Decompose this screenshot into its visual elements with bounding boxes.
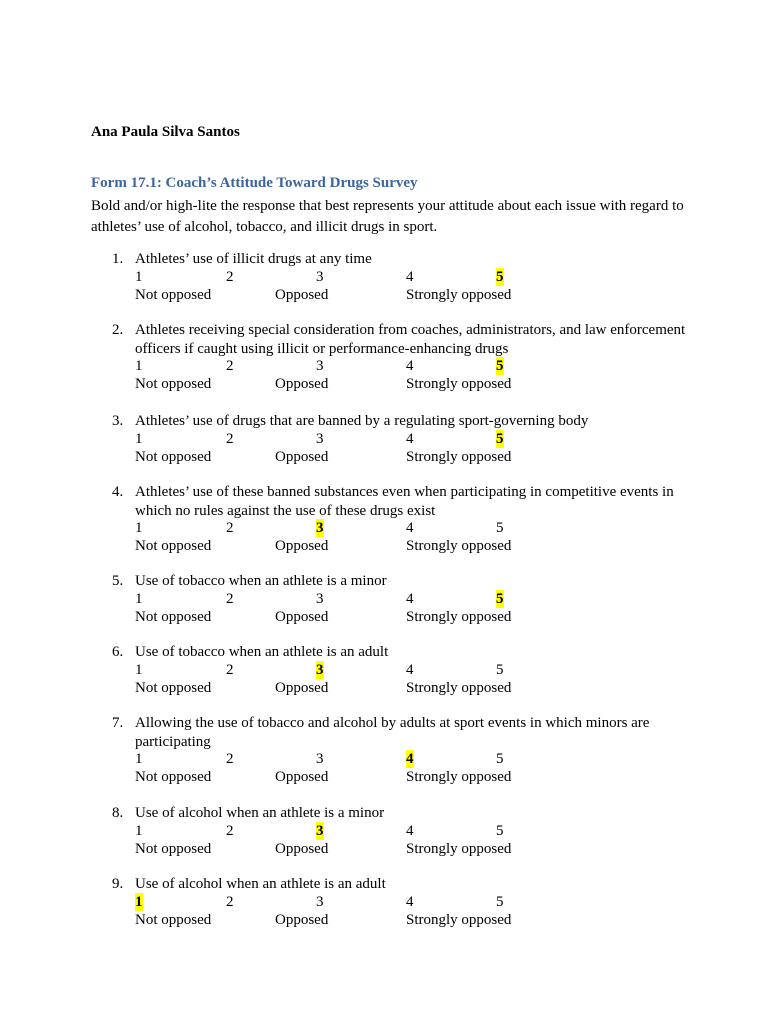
- label-opposed: Opposed: [275, 448, 329, 465]
- rating-scale: [0, 893, 768, 911]
- rating-labels: [0, 608, 768, 626]
- label-strongly-opposed: Strongly opposed: [406, 608, 512, 625]
- rating-scale: [0, 519, 768, 537]
- rating-labels: [0, 286, 768, 304]
- item-question: Use of tobacco when an athlete is an adult: [135, 644, 389, 660]
- rating-option-4[interactable]: 4: [406, 520, 414, 536]
- rating-option-4[interactable]: 4: [406, 893, 414, 910]
- rating-option-3[interactable]: 3: [316, 430, 324, 447]
- rating-option-5[interactable]: 5: [496, 268, 504, 285]
- item-question: Athletes’ use of drugs that are banned by a regulating sport-governing body: [135, 413, 589, 429]
- rating-labels: [0, 375, 768, 393]
- rating-scale: [0, 590, 768, 608]
- rating-scale: [0, 661, 768, 679]
- rating-option-4[interactable]: 4: [406, 430, 414, 447]
- label-opposed: Opposed: [275, 911, 329, 928]
- label-opposed: Opposed: [275, 608, 329, 625]
- rating-option-3[interactable]: 3: [316, 268, 324, 285]
- rating-option-5[interactable]: 5: [496, 590, 504, 607]
- rating-option-3[interactable]: 3: [316, 661, 324, 678]
- label-not-opposed: Not opposed: [135, 538, 212, 554]
- rating-option-1[interactable]: 1: [135, 661, 143, 678]
- item-number: 6.: [112, 644, 124, 660]
- rating-option-3[interactable]: 3: [316, 520, 324, 536]
- rating-option-1[interactable]: 1: [135, 893, 143, 910]
- rating-option-2[interactable]: 2: [226, 268, 234, 285]
- label-strongly-opposed: Strongly opposed: [406, 840, 512, 857]
- rating-labels: [0, 840, 768, 858]
- rating-option-5[interactable]: 5: [496, 520, 504, 536]
- rating-scale: [0, 268, 768, 286]
- rating-option-4[interactable]: 4: [406, 661, 414, 678]
- rating-option-2[interactable]: 2: [226, 751, 234, 767]
- label-strongly-opposed: Strongly opposed: [406, 679, 512, 696]
- form-title: Form 17.1: Coach’s Attitude Toward Drugs Survey: [91, 175, 418, 191]
- label-not-opposed: Not opposed: [135, 286, 212, 303]
- rating-option-1[interactable]: 1: [135, 268, 143, 285]
- rating-scale: [0, 822, 768, 840]
- rating-scale: [0, 430, 768, 448]
- rating-option-3[interactable]: 3: [316, 590, 324, 607]
- item-question: Athletes’ use of illicit drugs at any time: [135, 251, 372, 267]
- label-strongly-opposed: Strongly opposed: [406, 376, 512, 392]
- rating-option-2[interactable]: 2: [226, 520, 234, 536]
- rating-option-2[interactable]: 2: [226, 661, 234, 678]
- item-number: 4.: [112, 484, 124, 500]
- rating-option-2[interactable]: 2: [226, 430, 234, 447]
- rating-option-5[interactable]: 5: [496, 751, 504, 767]
- rating-option-3[interactable]: 3: [316, 751, 324, 767]
- instructions-text: Bold and/or high-lite the response that best represents your attitude about each issue with regard to athletes’ use of alcohol, tobacco, and illicit drugs in sport.: [91, 198, 684, 235]
- rating-option-3[interactable]: 3: [316, 358, 324, 374]
- item-number: 7.: [112, 715, 124, 731]
- rating-labels: [0, 679, 768, 697]
- item-question: Use of alcohol when an athlete is a minor: [135, 805, 385, 821]
- item-question: Athletes’ use of these banned substances even when participating in competitive events in which no rules against the use of these drugs exist: [135, 484, 674, 519]
- rating-labels: [0, 537, 768, 555]
- label-not-opposed: Not opposed: [135, 911, 212, 928]
- rating-option-1[interactable]: 1: [135, 751, 143, 767]
- label-not-opposed: Not opposed: [135, 608, 212, 625]
- rating-option-1[interactable]: 1: [135, 520, 143, 536]
- label-opposed: Opposed: [275, 769, 329, 785]
- rating-option-4[interactable]: 4: [406, 822, 414, 839]
- rating-labels: [0, 768, 768, 786]
- item-question: Use of alcohol when an athlete is an adult: [135, 876, 386, 892]
- rating-option-5[interactable]: 5: [496, 893, 504, 910]
- rating-option-5[interactable]: 5: [496, 661, 504, 678]
- rating-option-2[interactable]: 2: [226, 822, 234, 839]
- rating-scale: [0, 750, 768, 768]
- label-not-opposed: Not opposed: [135, 448, 212, 465]
- label-strongly-opposed: Strongly opposed: [406, 448, 512, 465]
- rating-labels: [0, 448, 768, 466]
- rating-option-3[interactable]: 3: [316, 893, 324, 910]
- rating-option-4[interactable]: 4: [406, 590, 414, 607]
- rating-option-1[interactable]: 1: [135, 358, 143, 374]
- label-not-opposed: Not opposed: [135, 840, 212, 857]
- rating-option-4[interactable]: 4: [406, 751, 414, 767]
- rating-scale: [0, 357, 768, 375]
- item-number: 2.: [112, 322, 124, 338]
- rating-option-1[interactable]: 1: [135, 822, 143, 839]
- label-strongly-opposed: Strongly opposed: [406, 769, 512, 785]
- rating-labels: [0, 911, 768, 929]
- label-opposed: Opposed: [275, 679, 329, 696]
- rating-option-3[interactable]: 3: [316, 822, 324, 839]
- label-not-opposed: Not opposed: [135, 376, 212, 392]
- label-not-opposed: Not opposed: [135, 769, 212, 785]
- rating-option-5[interactable]: 5: [496, 430, 504, 447]
- item-number: 8.: [112, 805, 124, 821]
- rating-option-2[interactable]: 2: [226, 893, 234, 910]
- item-question: Use of tobacco when an athlete is a minor: [135, 573, 387, 589]
- rating-option-5[interactable]: 5: [496, 822, 504, 839]
- label-strongly-opposed: Strongly opposed: [406, 286, 512, 303]
- rating-option-2[interactable]: 2: [226, 590, 234, 607]
- item-number: 9.: [112, 876, 124, 892]
- item-number: 5.: [112, 573, 124, 589]
- item-question: Athletes receiving special consideration from coaches, administrators, and law enforcement officers if caught using illicit or performance-enhancing drugs: [135, 322, 686, 357]
- label-opposed: Opposed: [275, 376, 329, 392]
- label-strongly-opposed: Strongly opposed: [406, 911, 512, 928]
- rating-option-5[interactable]: 5: [496, 358, 504, 374]
- item-question: Allowing the use of tobacco and alcohol by adults at sport events in which minors are participating: [135, 715, 650, 750]
- label-opposed: Opposed: [275, 286, 329, 303]
- rating-option-1[interactable]: 1: [135, 590, 143, 607]
- label-opposed: Opposed: [275, 840, 329, 857]
- label-strongly-opposed: Strongly opposed: [406, 538, 512, 554]
- item-number: 3.: [112, 413, 124, 429]
- label-not-opposed: Not opposed: [135, 679, 212, 696]
- rating-option-1[interactable]: 1: [135, 430, 143, 447]
- item-number: 1.: [112, 251, 124, 267]
- label-opposed: Opposed: [275, 538, 329, 554]
- rating-option-4[interactable]: 4: [406, 358, 414, 374]
- rating-option-4[interactable]: 4: [406, 268, 414, 285]
- rating-option-2[interactable]: 2: [226, 358, 234, 374]
- author-name: Ana Paula Silva Santos: [91, 124, 240, 140]
